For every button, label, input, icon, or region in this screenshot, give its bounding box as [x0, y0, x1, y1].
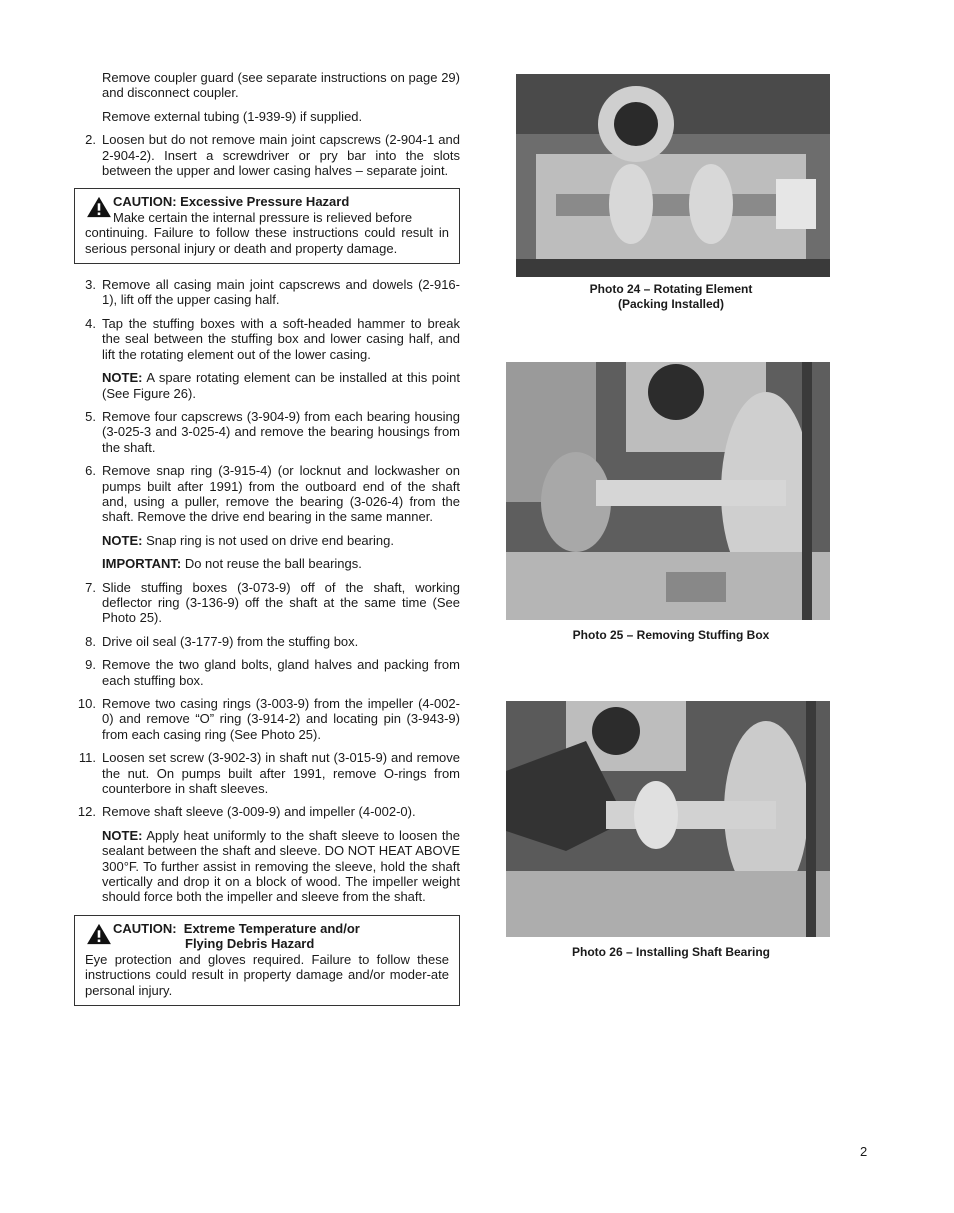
note-2: NOTE: Snap ring is not used on drive end bearing. — [102, 532, 394, 548]
caution-title-line-2: Flying Debris Hazard — [185, 936, 315, 952]
caution-title: CAUTION: Excessive Pressure Hazard — [113, 194, 350, 210]
step-2: 2. Loosen but do not remove main joint capscrews (2-904-1 and 2-904-2). Insert a screwdriver or pry bar into the slots between the upper and lower casing halves – separate joint. — [85, 132, 460, 179]
caution-inline: Make certain the internal pressure is relieved before — [113, 209, 413, 225]
step-8: 8. Drive oil seal (3-177-9) from the stuffing box. — [85, 633, 359, 649]
photo-25-caption: Photo 25 – Removing Stuffing Box — [572, 628, 770, 642]
page-number: 2 — [860, 1144, 868, 1159]
important-note: IMPORTANT: Do not reuse the ball bearings. — [102, 556, 362, 572]
step-10: 10. Remove two casing rings (3-003-9) from the impeller (4-002-0) and remove “O” ring (3-914-2) and locating pin (3-943-9) from each casing ring (See Photo 25). — [77, 696, 460, 742]
step-9: 9. Remove the two gland bolts, gland halves and packing from each stuffing box. — [85, 657, 460, 688]
caution-box-temperature — [74, 915, 460, 1006]
caution-title-line-1: Extreme Temperature and/or — [183, 920, 360, 936]
photo-26-caption: Photo 26 – Installing Shaft Bearing — [571, 945, 771, 959]
intro-paragraph-2: Remove external tubing (1-939-9) if supplied. — [102, 108, 363, 124]
step-5: 5. Remove four capscrews (3-904-9) from each bearing housing (3-025-3 and 3-025-4) and remove the bearing housings from the shaft. — [85, 408, 460, 455]
step-7: 7. Slide stuffing boxes (3-073-9) off of the shaft, working deflector ring (3-136-9) off the shaft at the same time (See Photo 25). — [85, 579, 460, 626]
photo-24-caption: Photo 24 – Rotating Element (Packing Installed) — [589, 282, 753, 311]
warning-triangle-icon — [85, 923, 113, 945]
step-6: 6. Remove snap ring (3-915-4) (or locknut and lockwasher on pumps built after 1991) from the outboard end of the shaft and, using a puller, remove the bearing (3-026-4) from the shaft. Remove the drive end bearing in the same manner. — [85, 463, 460, 525]
caution-box-pressure — [74, 188, 460, 264]
photo-25-removing-stuffing-box — [506, 362, 830, 620]
intro-paragraph-1: Remove coupler guard (see separate instructions on page 29) and disconnect coupler. — [102, 70, 460, 101]
note-3: NOTE: Apply heat uniformly to the shaft sleeve to loosen the sealant between the shaft and sleeve. DO NOT HEAT ABOVE 300°F. To further assist in removing the sleeve, hold the shaft vertically and drop it on a block of wood. The impeller weight should force both the impeller and sleeve from the shaft. — [102, 827, 460, 905]
note-1: NOTE: A spare rotating element can be installed at this point (See Figure 26). — [102, 370, 460, 401]
caution-body: Eye protection and gloves required. Failure to follow these instructions could result in property damage and/or moder-ate personal injury. — [85, 951, 449, 998]
step-4: 4. Tap the stuffing boxes with a soft-headed hammer to break the seal between the stuffing box and lower casing half, and lift the rotating element out of the lower casing. — [85, 315, 460, 362]
caution-label: CAUTION: — [113, 920, 184, 936]
warning-triangle-icon — [85, 196, 113, 218]
step-12: 12. Remove shaft sleeve (3-009-9) and impeller (4-002-0). — [77, 804, 416, 820]
caution-body: continuing. Failure to follow these instructions could result in serious personal injury or death and property damage. — [85, 225, 449, 256]
step-3: 3. Remove all casing main joint capscrews and dowels (2-916-1), lift off the upper casing half. — [85, 277, 460, 308]
photo-24-rotating-element — [516, 74, 830, 277]
main-text-column — [74, 70, 460, 1019]
photo-26-installing-shaft-bearing — [506, 701, 830, 937]
step-11: 11. Loosen set screw (3-902-3) in shaft nut (3-015-9) and remove the nut. On pumps built after 1991, remove O-rings from counterbore in shaft sleeves. — [78, 750, 460, 797]
